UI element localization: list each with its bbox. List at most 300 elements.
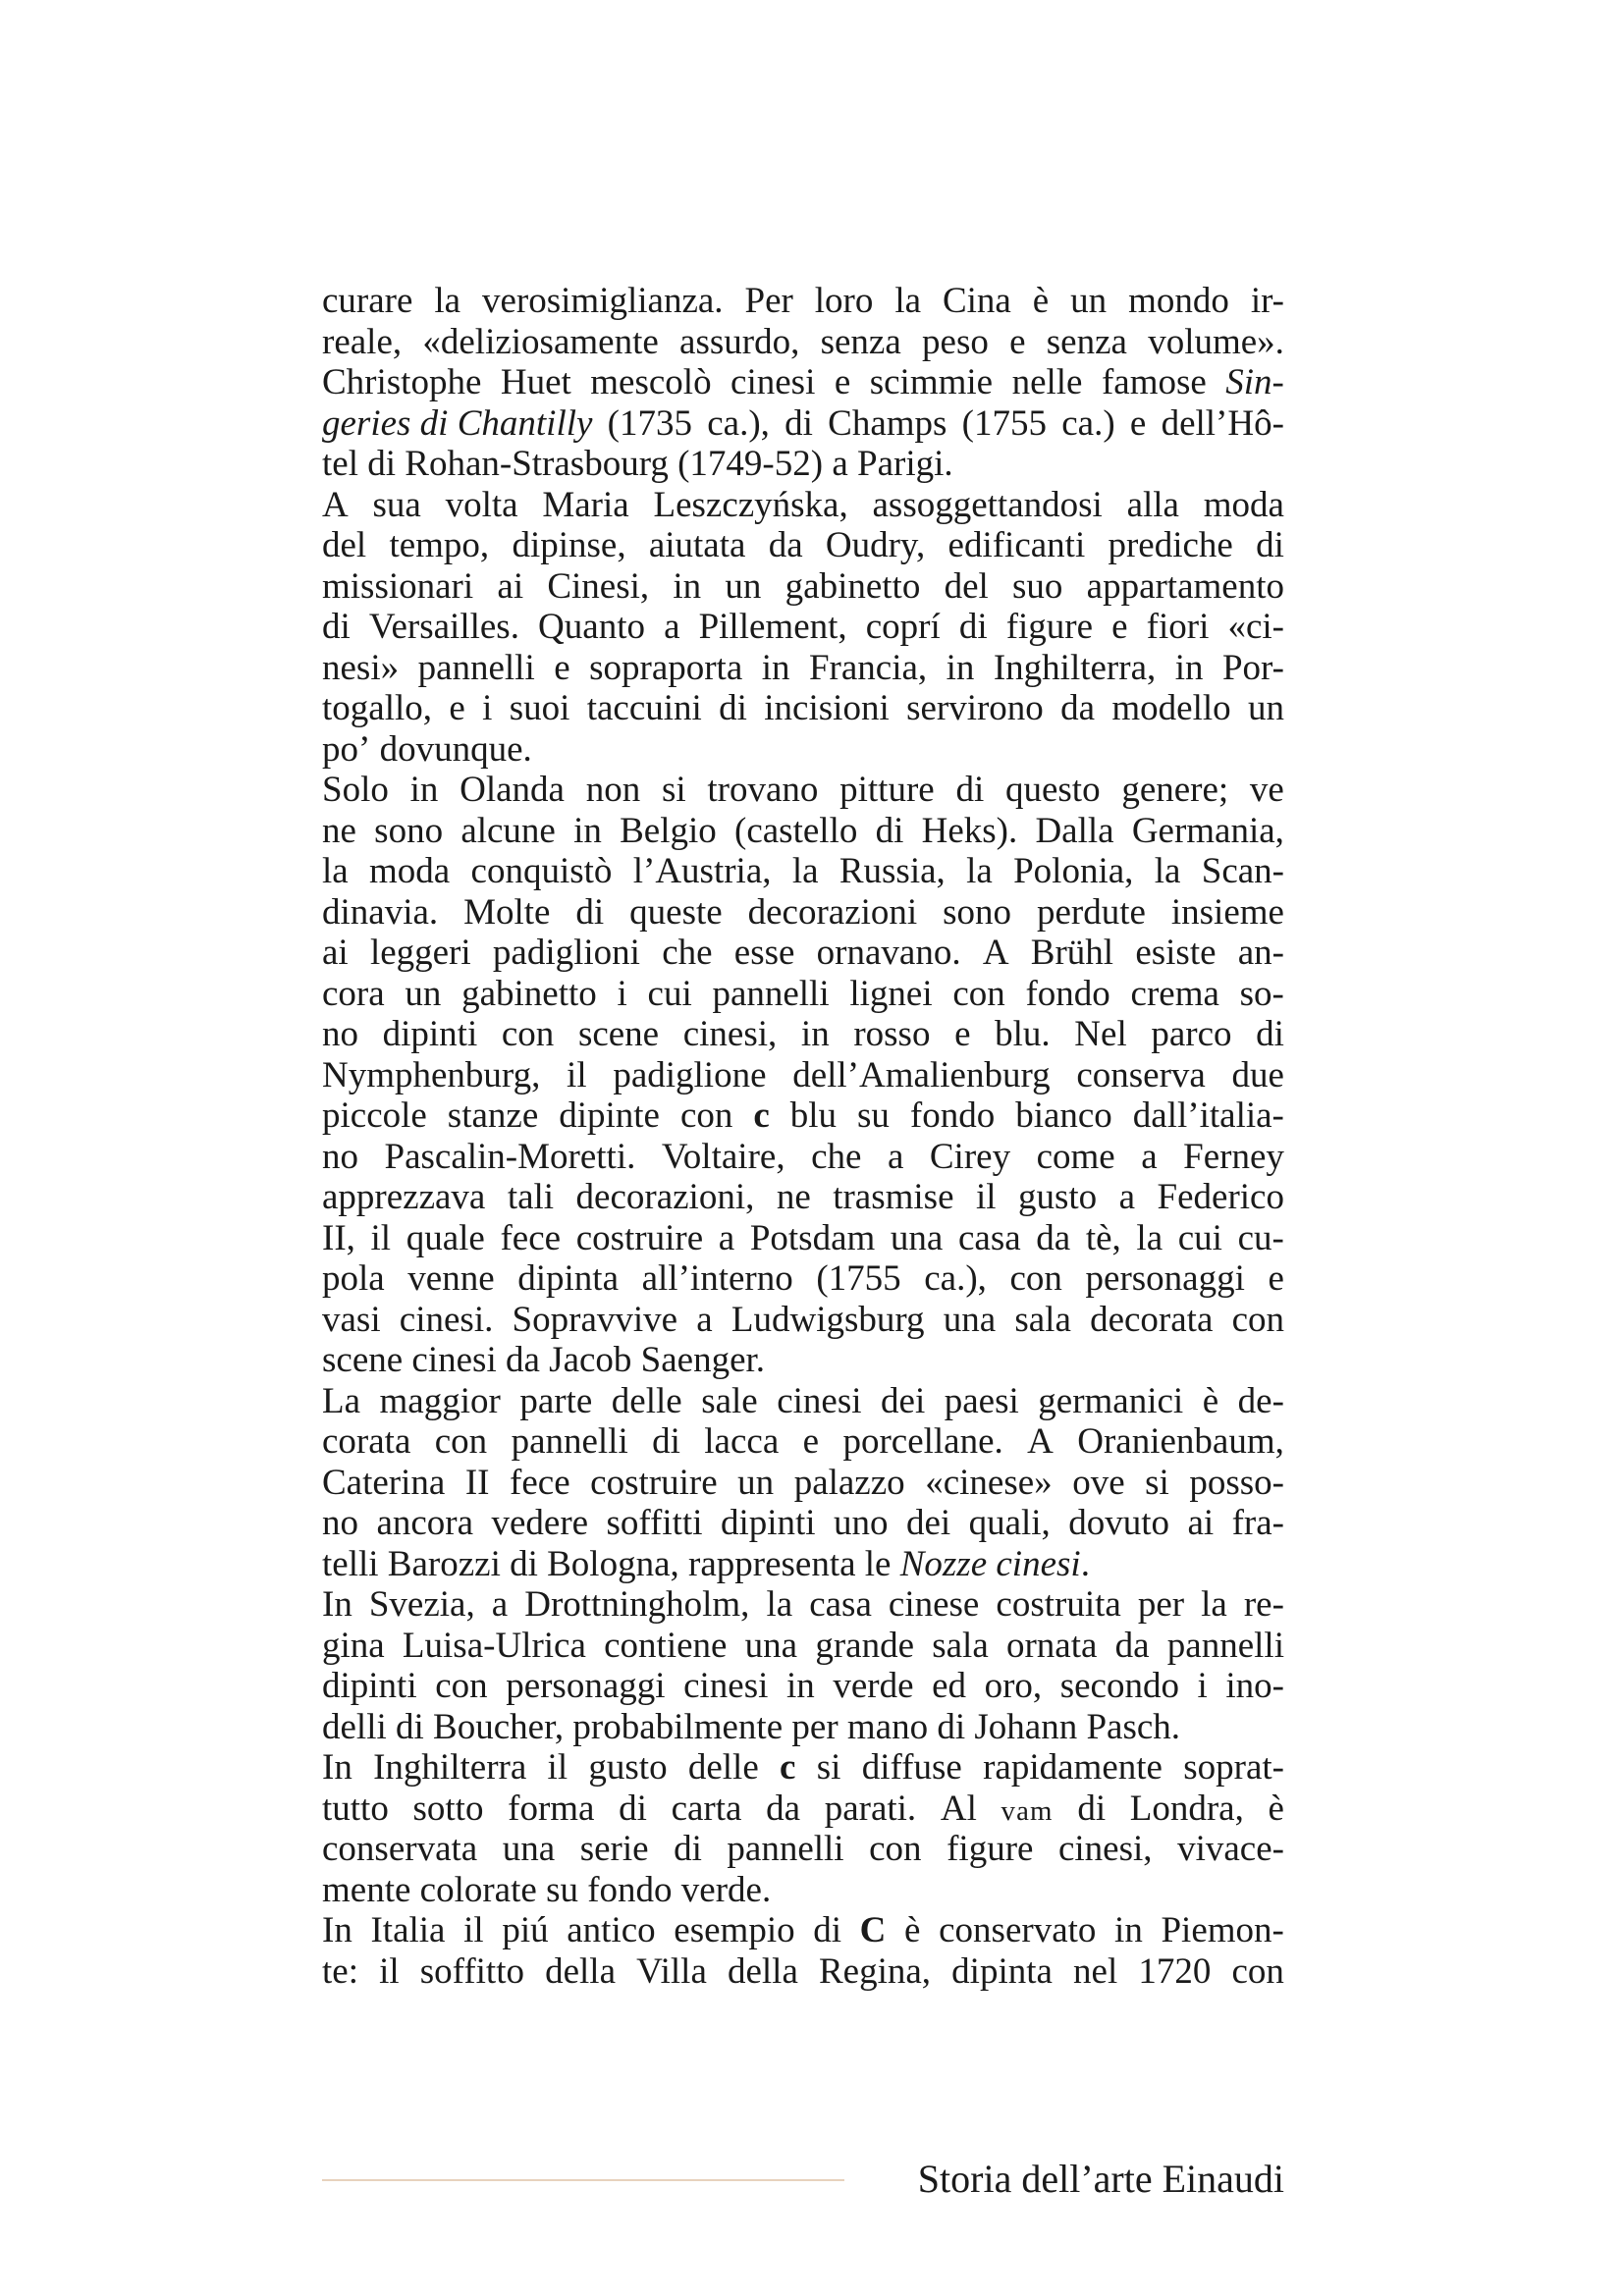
word: dovuto — [1068, 1503, 1170, 1543]
word: In — [322, 1747, 352, 1788]
word: il — [370, 1217, 392, 1258]
word: piccole — [322, 1095, 427, 1136]
word: La — [322, 1380, 361, 1421]
text-line — [322, 1299, 1284, 1340]
word: vasi — [322, 1299, 381, 1340]
word: di — [652, 1421, 680, 1462]
word: scene — [577, 1014, 660, 1054]
word: paesi — [944, 1380, 1019, 1421]
word: si — [1145, 1462, 1169, 1503]
word: la — [1136, 1217, 1163, 1258]
word: quali, — [968, 1503, 1051, 1543]
word: i — [482, 688, 493, 728]
word: Quanto — [538, 607, 645, 647]
word: dipinse, — [512, 525, 626, 565]
word: tel — [322, 444, 358, 484]
word: nesi» — [322, 647, 400, 688]
word: Olanda — [460, 770, 565, 810]
word: un — [737, 1462, 775, 1503]
word: sua — [372, 484, 421, 525]
word: Brühl — [1030, 933, 1114, 973]
word: padiglione — [613, 1054, 767, 1095]
word: in — [785, 1666, 815, 1706]
word: antico — [567, 1910, 656, 1950]
word: nel — [1073, 1950, 1118, 1992]
word: decorata — [1090, 1299, 1214, 1340]
text-line — [322, 850, 1284, 891]
word: reale, — [322, 321, 403, 362]
word: e — [1268, 1258, 1284, 1299]
word: alla — [1126, 484, 1179, 525]
word: c — [780, 1747, 796, 1788]
word: pannelli — [1166, 1625, 1284, 1666]
word: figure — [1005, 607, 1094, 647]
word: dipinta — [951, 1950, 1053, 1992]
word: parte — [519, 1380, 593, 1421]
word: trovano — [707, 770, 819, 810]
word: in — [946, 647, 975, 688]
text-line — [322, 565, 1284, 607]
word: a — [1141, 1136, 1158, 1177]
word: del — [322, 525, 367, 565]
word: «ci- — [1227, 607, 1284, 647]
word: perdute — [1036, 891, 1146, 933]
word: gina — [322, 1625, 385, 1666]
word: Christophe — [322, 362, 482, 402]
word: In — [322, 1584, 352, 1625]
word: II, — [322, 1217, 355, 1258]
word: Scan- — [1201, 851, 1284, 891]
word: sotto — [412, 1788, 484, 1829]
word: con — [1231, 1299, 1284, 1340]
word: decorazioni — [747, 891, 918, 933]
word: edificanti — [947, 525, 1086, 565]
word: pannelli — [417, 647, 535, 688]
word: a — [832, 444, 848, 484]
text-line — [322, 1502, 1284, 1543]
word: geries di Chantilly — [322, 402, 593, 444]
word: il — [567, 1054, 587, 1095]
word: ca.), — [924, 1258, 987, 1299]
word: re- — [1243, 1584, 1284, 1625]
text-line — [322, 1543, 1284, 1584]
word: tè, — [1085, 1217, 1121, 1258]
word: di — [619, 1788, 647, 1829]
text-line — [322, 484, 1284, 525]
word: sale — [701, 1380, 758, 1421]
word: servirono — [906, 688, 1044, 728]
word: costruire — [590, 1462, 718, 1503]
word: dipinti — [720, 1503, 816, 1543]
word: a — [696, 1299, 713, 1340]
word: a — [718, 1217, 735, 1258]
word: due — [1231, 1054, 1284, 1095]
word: Potsdam — [749, 1217, 876, 1258]
word: delli — [322, 1706, 387, 1747]
word: venne — [407, 1258, 495, 1299]
word: a — [491, 1584, 509, 1625]
word: il — [547, 1747, 568, 1788]
word: vam — [1001, 1794, 1054, 1827]
word: dipinti — [382, 1014, 478, 1054]
word: di — [937, 1706, 966, 1747]
word: ai — [322, 933, 349, 973]
word: fondo — [1025, 973, 1110, 1014]
text-line — [322, 280, 1284, 321]
word: ca.), — [707, 402, 770, 444]
word: da — [1060, 688, 1096, 728]
word: in — [673, 565, 702, 607]
word: Villa — [636, 1950, 707, 1992]
text-line — [322, 1828, 1284, 1869]
word: prediche — [1108, 525, 1233, 565]
word: Johann — [974, 1706, 1078, 1747]
word: suoi — [509, 688, 570, 728]
word: Caterina — [322, 1462, 446, 1503]
word: cinesi, — [1057, 1829, 1153, 1869]
word: il — [975, 1177, 997, 1217]
word: trasmise — [833, 1177, 954, 1217]
word: so- — [1239, 973, 1284, 1014]
word: esiste — [1135, 933, 1217, 973]
word: a — [664, 607, 680, 647]
word: corata — [322, 1421, 411, 1462]
word: si — [816, 1747, 841, 1788]
word: questo — [1004, 770, 1101, 810]
text-line — [322, 1665, 1284, 1706]
word: volume». — [1148, 321, 1284, 362]
word: Pasch. — [1086, 1706, 1181, 1747]
word: decorazioni, — [575, 1177, 755, 1217]
word: la — [322, 851, 349, 891]
word: di — [510, 1543, 538, 1584]
word: cinesi — [777, 1380, 862, 1421]
word: verosimiglianza. — [482, 281, 724, 321]
word: Germania, — [1131, 810, 1284, 851]
word: un — [725, 565, 762, 607]
word: insieme — [1170, 891, 1284, 933]
word: di — [955, 770, 985, 810]
word: ancora — [376, 1503, 474, 1543]
word: da — [1114, 1625, 1150, 1666]
word: Barozzi — [387, 1543, 501, 1584]
word: Federico — [1157, 1177, 1284, 1217]
word: con — [434, 1421, 488, 1462]
text-line — [322, 1625, 1284, 1666]
word: e — [1129, 402, 1147, 444]
footer-rule — [322, 2179, 844, 2181]
word: Francia, — [808, 647, 928, 688]
word: e — [802, 1421, 820, 1462]
word: le — [864, 1543, 892, 1584]
word: blu — [789, 1095, 838, 1136]
word: una — [943, 1299, 997, 1340]
word: cu- — [1237, 1217, 1284, 1258]
word: parco — [1151, 1014, 1232, 1054]
word: vivace- — [1177, 1829, 1284, 1869]
word: In — [322, 1910, 352, 1950]
word: casa — [809, 1584, 872, 1625]
word: soffitti — [606, 1503, 703, 1543]
word: Pillement, — [698, 607, 847, 647]
text-line — [322, 443, 1284, 484]
word: un — [405, 973, 442, 1014]
word: c — [753, 1095, 770, 1136]
word: da — [505, 1340, 540, 1380]
word: dei — [881, 1380, 926, 1421]
word: Nozze cinesi — [899, 1543, 1081, 1584]
word: dell’Amalienburg — [792, 1054, 1051, 1095]
word: Por- — [1221, 647, 1284, 688]
word: 1720 — [1138, 1950, 1212, 1992]
text-line — [322, 1420, 1284, 1462]
word: oro, — [984, 1666, 1043, 1706]
word: in — [800, 1014, 830, 1054]
word: piú — [502, 1910, 549, 1950]
word: Champs — [828, 402, 947, 444]
word: Saenger. — [640, 1340, 766, 1380]
word: figure — [947, 1829, 1034, 1869]
word: Pascalin-Moretti. — [384, 1136, 636, 1177]
word: con — [501, 1014, 555, 1054]
word: è — [1202, 1380, 1219, 1421]
word: di — [958, 607, 988, 647]
word: posso- — [1189, 1462, 1284, 1503]
word: cinesi — [730, 362, 816, 402]
word: appartamento — [1086, 565, 1284, 607]
word: conservato — [939, 1910, 1097, 1950]
word: una — [890, 1217, 944, 1258]
text-line — [322, 1095, 1284, 1136]
word: moda — [1203, 484, 1284, 525]
word: volta — [445, 484, 518, 525]
text-line — [322, 1746, 1284, 1788]
word: in — [761, 647, 790, 688]
word: e — [834, 362, 851, 402]
word: (1735 — [607, 402, 692, 444]
word: gusto — [588, 1747, 668, 1788]
word: (1755 — [816, 1258, 901, 1299]
word: è — [1268, 1788, 1284, 1829]
word: Sopravvive — [512, 1299, 678, 1340]
word: (castello — [734, 810, 858, 851]
word: Versailles. — [368, 607, 519, 647]
text-line — [322, 1909, 1284, 1950]
word: sono — [943, 891, 1012, 933]
word: personaggi — [506, 1666, 666, 1706]
word: con — [952, 973, 1005, 1014]
word: genere; — [1121, 770, 1229, 810]
word: Heks). — [921, 810, 1018, 851]
word: ir- — [1250, 281, 1284, 321]
word: uno — [834, 1503, 889, 1543]
word: all’interno — [641, 1258, 793, 1299]
word: la — [434, 281, 461, 321]
word: senza — [1046, 321, 1127, 362]
word: che — [662, 933, 713, 973]
word: mondo — [1128, 281, 1229, 321]
word: aiutata — [648, 525, 746, 565]
word: la — [1154, 851, 1181, 891]
footer-title: Storia dell’arte Einaudi — [917, 2157, 1284, 2201]
word: conquistò — [470, 851, 613, 891]
word: con — [679, 1095, 733, 1136]
word: il — [463, 1910, 484, 1950]
word: dipinti — [322, 1666, 417, 1706]
word: pitture — [839, 770, 935, 810]
word: porcellane. — [842, 1421, 1003, 1462]
word: di — [1256, 525, 1284, 565]
word: Polonia, — [1013, 851, 1134, 891]
word: rappresenta — [688, 1543, 856, 1584]
word: peso — [922, 321, 989, 362]
text-line — [322, 1054, 1284, 1095]
word: Inghilterra, — [993, 647, 1157, 688]
text-line — [322, 1869, 1284, 1910]
word: quale — [406, 1217, 485, 1258]
word: personaggi — [1085, 1258, 1245, 1299]
text-line — [322, 1462, 1284, 1503]
word: di — [674, 1829, 702, 1869]
word: famose — [1101, 362, 1207, 402]
text-line — [322, 321, 1284, 362]
word: si — [661, 770, 686, 810]
word: fece — [510, 1462, 570, 1503]
word: Bologna, — [547, 1543, 679, 1584]
word: Italia — [370, 1910, 446, 1950]
text-line — [322, 1788, 1284, 1829]
word: contiene — [604, 1625, 728, 1666]
word: per — [1137, 1584, 1185, 1625]
text-line — [322, 687, 1284, 728]
word: un — [1248, 688, 1284, 728]
word: dovunque. — [379, 728, 532, 770]
word: la — [1201, 1584, 1227, 1625]
word: (1755 — [961, 402, 1047, 444]
word: e — [954, 1014, 971, 1054]
word: su — [857, 1095, 890, 1136]
word: di — [322, 607, 351, 647]
word: stanze — [447, 1095, 539, 1136]
word: tempo, — [389, 525, 490, 565]
text-line — [322, 769, 1284, 810]
word: taccuini — [586, 688, 702, 728]
word: Nel — [1074, 1014, 1127, 1054]
word: da — [768, 525, 803, 565]
word: con — [435, 1666, 488, 1706]
word: diffuse — [861, 1747, 962, 1788]
word: ca.) — [1061, 402, 1115, 444]
word: Nymphenburg, — [322, 1054, 541, 1095]
word: Solo — [322, 770, 389, 810]
word: scene — [322, 1340, 404, 1380]
text-line — [322, 932, 1284, 973]
word: vedere — [491, 1503, 589, 1543]
word: gusto — [1017, 1177, 1098, 1217]
word: Oranienbaum, — [1077, 1421, 1284, 1462]
word: conserva — [1076, 1054, 1206, 1095]
word: Leszczyńska, — [653, 484, 848, 525]
word: missionari — [322, 565, 474, 607]
word: sono — [374, 810, 444, 851]
word: blu. — [995, 1014, 1051, 1054]
word: di — [1077, 1788, 1107, 1829]
word: ne — [322, 810, 356, 851]
word: mente — [322, 1869, 411, 1910]
word: da — [766, 1788, 801, 1829]
word: senza — [820, 321, 901, 362]
word: Cinesi, — [547, 565, 650, 607]
text-line — [322, 1583, 1284, 1625]
word: Boucher, — [433, 1706, 565, 1747]
word: delle — [611, 1380, 682, 1421]
word: telli — [322, 1543, 379, 1584]
word: con — [1009, 1258, 1062, 1299]
word: la — [966, 851, 993, 891]
word: colorate — [419, 1869, 537, 1910]
word: fiori — [1146, 607, 1210, 647]
word: (1749-52) — [677, 444, 824, 484]
word: Piemon- — [1161, 1910, 1284, 1950]
word: con — [869, 1829, 922, 1869]
word: Regina, — [819, 1950, 932, 1992]
word: parati. — [824, 1788, 917, 1829]
word: Cirey — [929, 1136, 1011, 1177]
body-text — [322, 280, 1284, 1991]
word: Jacob — [549, 1340, 632, 1380]
word: è — [1032, 281, 1050, 321]
word: la — [766, 1584, 793, 1625]
word: dipinte — [559, 1095, 660, 1136]
word: «deliziosamente — [422, 321, 659, 362]
word: II — [464, 1462, 490, 1503]
word: verde — [833, 1666, 914, 1706]
text-line — [322, 1339, 1284, 1380]
text-line — [322, 402, 1284, 444]
word: Rohan-Strasbourg — [405, 444, 669, 484]
word: un — [1070, 281, 1108, 321]
text-line — [322, 647, 1284, 688]
text-line — [322, 361, 1284, 402]
word: dell’Hô- — [1161, 402, 1284, 444]
word: ove — [1072, 1462, 1125, 1503]
word: assurdo, — [679, 321, 800, 362]
word: di — [367, 444, 397, 484]
word: mescolò — [590, 362, 712, 402]
word: soprat- — [1183, 1747, 1284, 1788]
word: di — [575, 891, 605, 933]
word: probabilmente — [572, 1706, 784, 1747]
word: Sin- — [1225, 362, 1284, 402]
word: mano — [846, 1706, 929, 1747]
word: Al — [940, 1788, 977, 1829]
word: coprí — [865, 607, 941, 647]
word: e — [1009, 321, 1026, 362]
word: ve — [1249, 770, 1284, 810]
word: non — [585, 770, 641, 810]
word: Drottningholm, — [524, 1584, 750, 1625]
text-line — [322, 1380, 1284, 1421]
word: una — [744, 1625, 798, 1666]
word: A — [982, 933, 1009, 973]
word: loro — [814, 281, 874, 321]
word: A — [322, 484, 349, 525]
word: tutto — [322, 1788, 389, 1829]
word: la — [791, 851, 819, 891]
word: Voltaire, — [661, 1136, 785, 1177]
word: ai — [1187, 1503, 1215, 1543]
word: del — [944, 565, 989, 607]
